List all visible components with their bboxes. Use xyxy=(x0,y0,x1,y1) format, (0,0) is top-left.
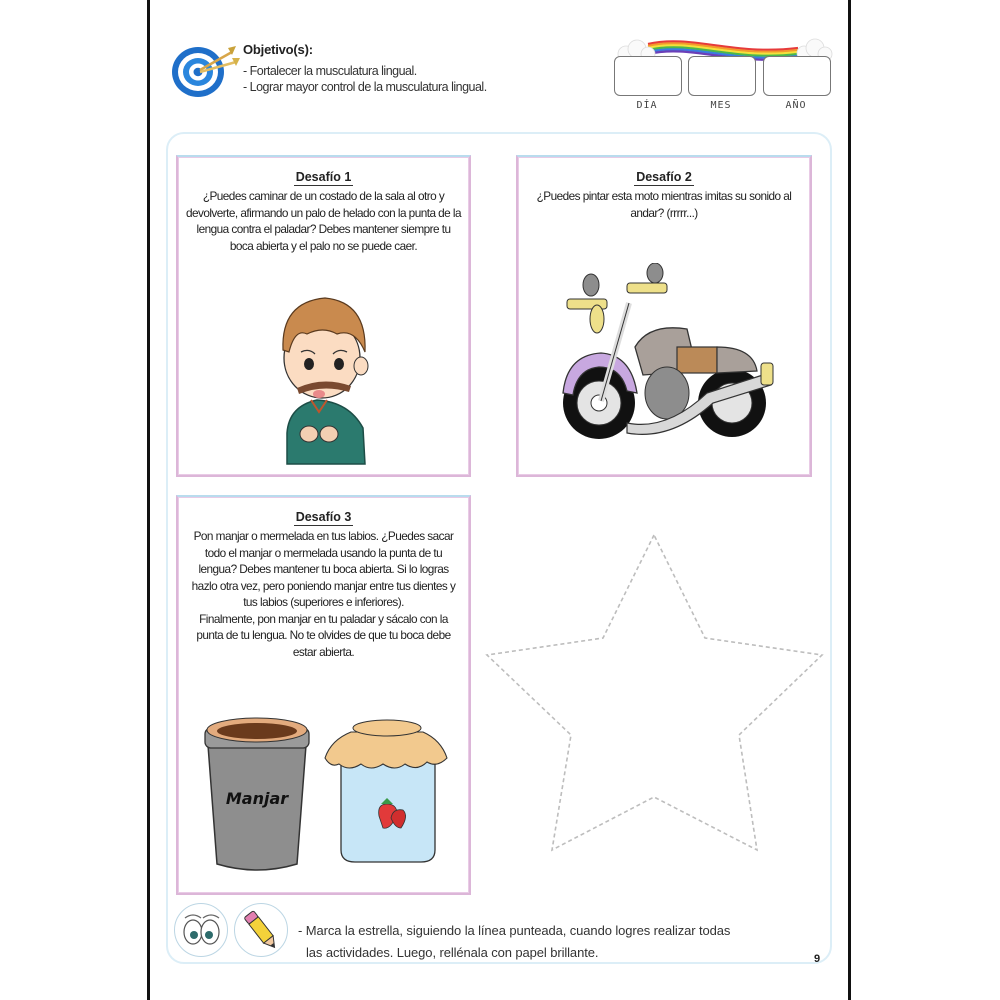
star-outline xyxy=(487,535,822,850)
manjar-and-jam-illustration xyxy=(201,716,451,876)
objective-item: - Lograr mayor control de la musculatura lingual. xyxy=(243,80,487,94)
challenge-text: Pon manjar o mermelada en tus labios. ¿Puedes sacar todo el manjar o mermelada usando la punta de tu lengua? Debes mantener tu boca abierta. Si lo logras hazlo otra vez, pero poniendo manjar entre tus dientes y tus labios (superiores e inferiores). xyxy=(191,529,456,609)
motorcycle-illustration xyxy=(557,263,777,453)
day-label: DÍA xyxy=(636,100,658,111)
challenge-text: ¿Puedes caminar de un costado de la sala al otro y devolverte, afirmando un palo de helado con la punta de la lengua contra el paladar? Debes mantener siempre tu boca abierta y el palo no se puede caer. xyxy=(185,189,462,253)
challenge-card-3 xyxy=(176,495,471,895)
challenge-title: Desafío 3 xyxy=(295,510,352,524)
month-input-box[interactable] xyxy=(688,56,756,96)
boy-illustration xyxy=(267,288,377,468)
day-input-box[interactable] xyxy=(614,56,682,96)
challenge-text: ¿Puedes pintar esta moto mientras imitas su sonido al andar? (rrrrr...) xyxy=(536,189,792,220)
challenge-title: Desafío 1 xyxy=(295,170,352,184)
eyes-icon xyxy=(174,903,228,957)
pencil-icon xyxy=(234,903,288,957)
year-input-box[interactable] xyxy=(763,56,831,96)
challenge-card-1 xyxy=(176,155,471,477)
dotted-star-tracing[interactable] xyxy=(480,525,830,865)
objectives-title: Objetivo(s): xyxy=(243,42,313,57)
objective-item: - Fortalecer la musculatura lingual. xyxy=(243,64,417,78)
page-edge-right xyxy=(848,0,851,1000)
challenge-text: Finalmente, pon manjar en tu paladar y sácalo con la punta de tu lengua. No te olvides de que tu boca debe estar abierta. xyxy=(196,611,451,659)
objectives-section xyxy=(243,42,487,95)
page-number: 9 xyxy=(814,953,821,965)
challenge-title: Desafío 2 xyxy=(636,170,692,184)
page-edge-left xyxy=(147,0,150,1000)
month-label: MES xyxy=(710,100,732,111)
manjar-label: Manjar xyxy=(225,789,289,808)
year-label: AÑO xyxy=(785,100,807,111)
target-icon xyxy=(170,38,240,100)
instruction-line: - Marca la estrella, siguiendo la línea punteada, cuando logres realizar todas xyxy=(298,923,731,938)
instruction-line: las actividades. Luego, rellénala con papel brillante. xyxy=(306,945,599,960)
date-fields xyxy=(612,36,834,116)
footer-instruction xyxy=(298,920,730,964)
challenge-card-2 xyxy=(516,155,812,477)
